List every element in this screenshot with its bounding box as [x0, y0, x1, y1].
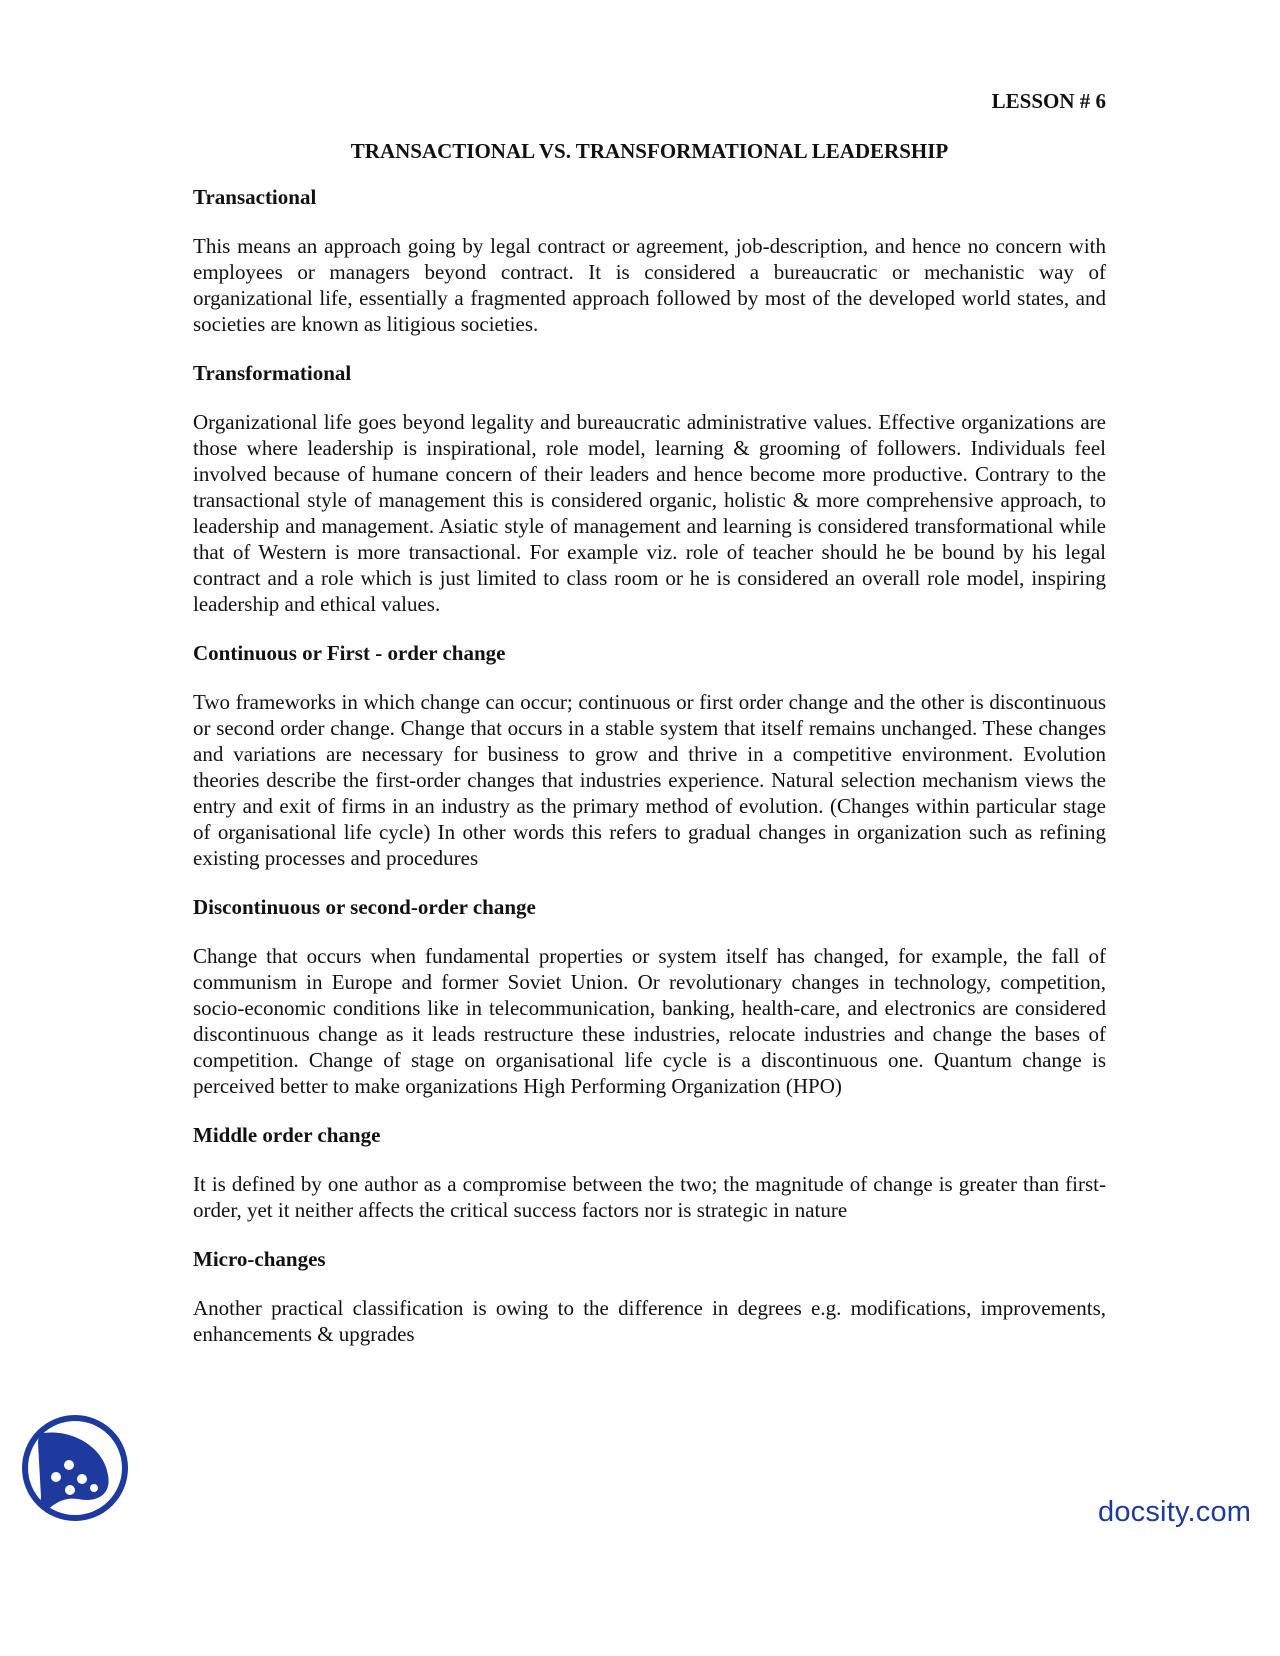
section-heading-transformational: Transformational: [193, 361, 352, 385]
section-heading-second-order-change: Discontinuous or second-order change: [193, 895, 536, 919]
section-heading-middle-order-change: Middle order change: [193, 1123, 381, 1147]
section-heading-transactional: Transactional: [193, 185, 317, 209]
section-heading-micro-changes: Micro-changes: [193, 1247, 326, 1271]
docsity-logo-icon[interactable]: [20, 1413, 130, 1523]
lesson-label: LESSON # 6: [991, 89, 1106, 113]
section-body-transactional: This means an approach going by legal contract or agreement, job-description, and hence no concern with employees or managers beyond contract. It is considered a bureaucratic or mechanistic way of organizational life, essentially a fragmented approach followed by most of the developed world states, and societies are known as litigious societies.: [193, 234, 1106, 336]
document-page: [193, 84, 1106, 1370]
section-heading-first-order-change: Continuous or First - order change: [193, 641, 506, 665]
section-body-first-order-change: Two frameworks in which change can occur; continuous or first order change and the other is discontinuous or second order change. Change that occurs in a stable system that itself remains unchanged. These changes and variations are necessary for business to grow and thrive in a competitive environment. Evolution theories describe the first-order changes that industries experience. Natural selection mechanism views the entry and exit of firms in an industry as the primary method of evolution. (Changes within particular stage of organisational life cycle) In other words this refers to gradual changes in organization such as refining existing processes and procedures: [193, 690, 1106, 870]
docsity-logo-svg: [20, 1413, 130, 1523]
section-body-transformational: Organizational life goes beyond legality and bureaucratic administrative values. Effective organizations are those where leadership is inspirational, role model, learning & grooming of followers. Individuals feel involved because of humane concern of their leaders and hence become more productive. Contrary to the transactional style of management this is considered organic, holistic & more comprehensive approach, to leadership and management. Asiatic style of management and learning is considered transformational while that of Western is more transactional. For example viz. role of teacher should he be bound by his legal contract and a role which is just limited to class room or he is considered an overall role model, inspiring leadership and ethical values.: [193, 410, 1106, 616]
section-body-second-order-change: Change that occurs when fundamental properties or system itself has changed, for example, the fall of communism in Europe and former Soviet Union. Or revolutionary changes in technology, competition, socio-economic conditions like in telecommunication, banking, health-care, and electronics are considered discontinuous change as it leads restructure these industries, relocate industries and change the bases of competition. Change of stage on organisational life cycle is a discontinuous one. Quantum change is perceived better to make organizations High Performing Organization (HPO): [193, 944, 1106, 1098]
docsity-brand-link[interactable]: docsity.com: [1098, 1496, 1252, 1528]
section-body-middle-order-change: It is defined by one author as a compromise between the two; the magnitude of change is greater than first-order, yet it neither affects the critical success factors nor is strategic in nature: [193, 1172, 1106, 1222]
section-body-micro-changes: Another practical classification is owing to the difference in degrees e.g. modifications, improvements, enhancements & upgrades: [193, 1296, 1106, 1346]
page-title: TRANSACTIONAL VS. TRANSFORMATIONAL LEADERSHIP: [350, 139, 949, 163]
